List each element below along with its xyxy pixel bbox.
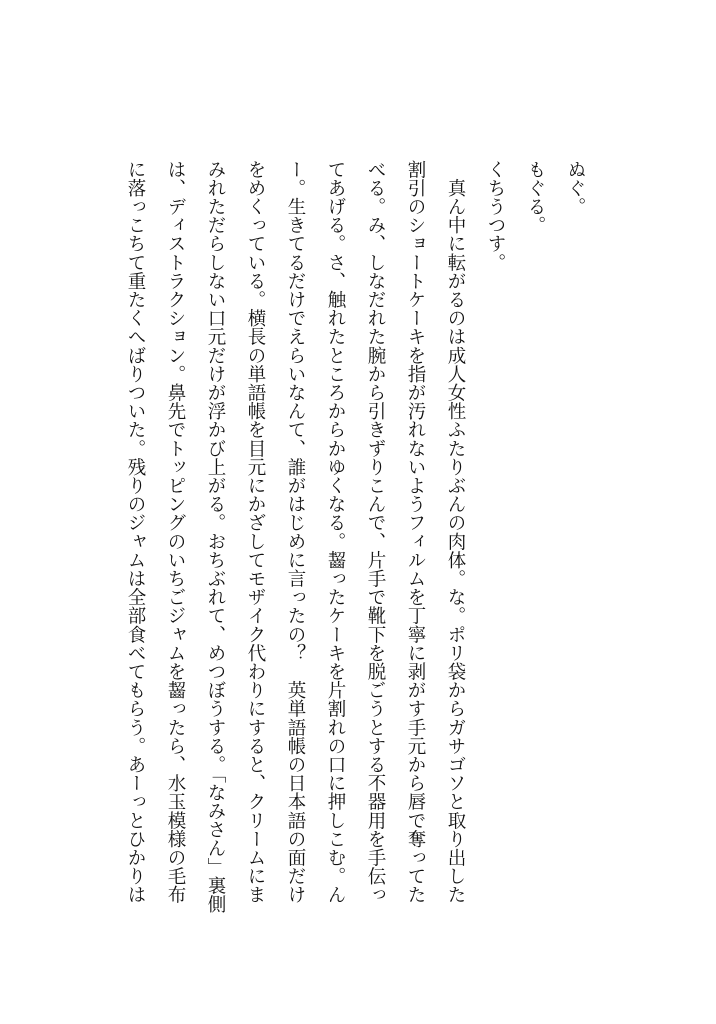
text-line: べる。み、しなだれた腕から引きずりこんで、片手で靴下を脱ごうとする不器用を手伝っ xyxy=(365,160,386,904)
text-line: みれただらしない口元だけが浮かび上がる。おちぶれて、めつぼうする。「なみさん」裏側 xyxy=(205,160,226,914)
text-line: ー。生きてるだけでえらいなんて、誰がはじめに言ったの？ 英単語帳の日本語の面だけ xyxy=(285,160,306,904)
text-line: 真ん中に転がるのは成人女性ふたりぶんの肉体。な。ポリ袋からガサゴソと取り出した xyxy=(445,160,466,904)
text-line: に落っこちて重たくへばりついた。残りのジャムは全部食べてもらう。あーっとひかりは xyxy=(125,160,146,904)
text-line: は、ディストラクション。鼻先でトッピングのいちごジャムを齧ったら、水玉模様の毛布 xyxy=(165,160,186,904)
text-line: をめくっている。横長の単語帳を目元にかざしてモザイク代わりにすると、クリームにま xyxy=(245,160,266,904)
text-line: 割引のショートケーキを指が汚れないようフィルムを丁寧に剥がす手元から唇で奪ってた xyxy=(405,160,426,904)
text-line: ぬぐ。 xyxy=(565,160,586,216)
text-line: くちうつす。 xyxy=(485,160,506,272)
text-line: もぐる。 xyxy=(525,160,546,235)
text-line: てあげる。さ、触れたところからかゆくなる。齧ったケーキを片割れの口に押しこむ。ん xyxy=(325,160,346,904)
vertical-text-body xyxy=(115,160,595,950)
